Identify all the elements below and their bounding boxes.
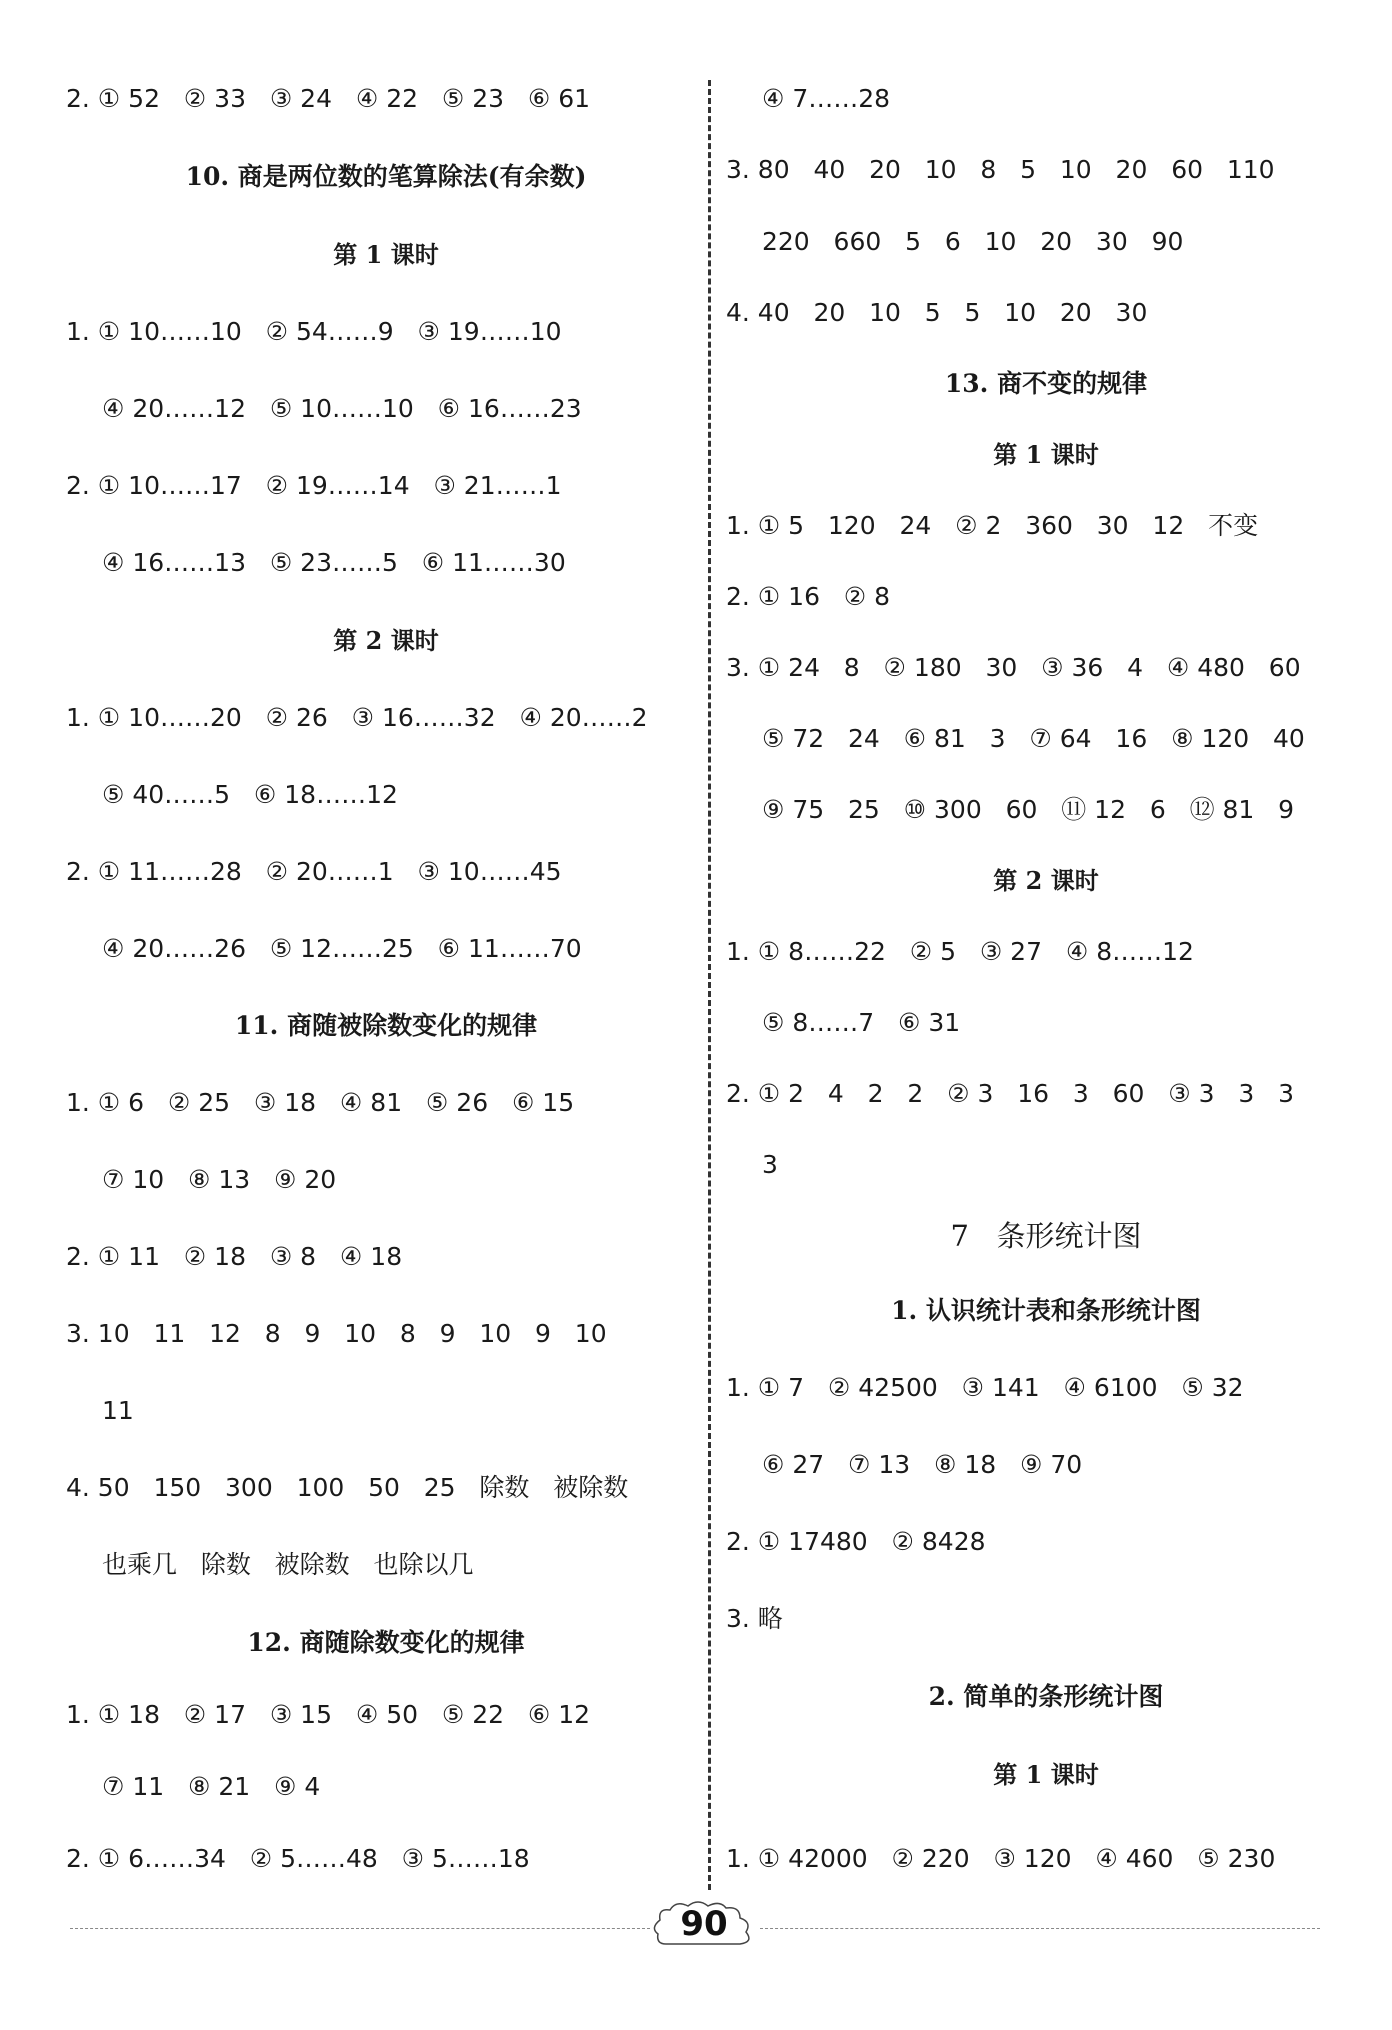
answer-line: 2. ① 11 ② 18 ③ 8 ④ 18 [66,1242,403,1271]
section-heading: 11. 商随被除数变化的规律 [234,1011,538,1040]
answer-line: 3. ① 24 8 ② 180 30 ③ 36 4 ④ 480 60 [726,653,1301,682]
answer-line: 1. ① 18 ② 17 ③ 15 ④ 50 ⑤ 22 ⑥ 12 [66,1700,591,1729]
answer-line: 1. ① 6 ② 25 ③ 18 ④ 81 ⑤ 26 ⑥ 15 [66,1088,575,1117]
answer-line: 4. 40 20 10 5 5 10 20 30 [726,298,1148,327]
section-heading: 10. 商是两位数的笔算除法(有余数) [185,162,587,191]
lesson-heading: 第 1 课时 [993,1760,1099,1789]
answer-line: ⑤ 8……7 ⑥ 31 [762,1008,961,1037]
answer-line: ⑨ 75 25 ⑩ 300 60 ⑪ 12 6 ⑫ 81 9 [762,795,1295,824]
answer-line: ⑤ 72 24 ⑥ 81 3 ⑦ 64 16 ⑧ 120 40 [762,724,1305,753]
chapter-heading: 7 条形统计图 [950,1219,1142,1253]
lesson-heading: 第 1 课时 [993,440,1099,469]
answer-line: ⑤ 40……5 ⑥ 18……12 [102,780,398,809]
answer-line: 2. ① 11……28 ② 20……1 ③ 10……45 [66,857,562,886]
answer-line: ⑦ 10 ⑧ 13 ⑨ 20 [102,1165,337,1194]
section-heading: 12. 商随除数变化的规律 [247,1628,525,1657]
lesson-heading: 第 2 课时 [993,866,1099,895]
answer-line: ④ 20……12 ⑤ 10……10 ⑥ 16……23 [102,394,582,423]
answer-line: 3. 80 40 20 10 8 5 10 20 60 110 [726,155,1275,184]
footer-rule-left [70,1928,650,1929]
answer-line: 2. ① 10……17 ② 19……14 ③ 21……1 [66,471,562,500]
section-heading: 2. 简单的条形统计图 [928,1682,1164,1711]
column-divider [708,80,711,1890]
answer-line: 3 [762,1150,778,1179]
answer-line: ⑦ 11 ⑧ 21 ⑨ 4 [102,1772,321,1801]
answer-line: 2. ① 6……34 ② 5……48 ③ 5……18 [66,1844,530,1873]
answer-line: 1. ① 42000 ② 220 ③ 120 ④ 460 ⑤ 230 [726,1844,1276,1873]
lesson-heading: 第 1 课时 [333,240,439,269]
answer-line: 11 [102,1396,134,1425]
answer-line: ④ 20……26 ⑤ 12……25 ⑥ 11……70 [102,934,582,963]
answer-line: 1. ① 7 ② 42500 ③ 141 ④ 6100 ⑤ 32 [726,1373,1244,1402]
section-heading: 13. 商不变的规律 [944,369,1148,398]
answer-line: 1. ① 5 120 24 ② 2 360 30 12 不变 [726,511,1259,540]
answer-line: 1. ① 8……22 ② 5 ③ 27 ④ 8……12 [726,937,1194,966]
answer-line: ④ 7……28 [762,84,891,113]
answer-line: 2. ① 52 ② 33 ③ 24 ④ 22 ⑤ 23 ⑥ 61 [66,84,591,113]
answer-line: 2. ① 17480 ② 8428 [726,1527,986,1556]
answer-line: 4. 50 150 300 100 50 25 除数 被除数 [66,1473,629,1502]
answer-line: 2. ① 2 4 2 2 ② 3 16 3 60 ③ 3 3 3 [726,1079,1295,1108]
footer-rule-right [760,1928,1320,1929]
answer-line: 1. ① 10……10 ② 54……9 ③ 19……10 [66,317,562,346]
answer-line: 220 660 5 6 10 20 30 90 [762,227,1184,256]
page-number-badge [652,1898,756,1954]
answer-line: ⑥ 27 ⑦ 13 ⑧ 18 ⑨ 70 [762,1450,1083,1479]
answer-line: ④ 16……13 ⑤ 23……5 ⑥ 11……30 [102,548,566,577]
section-heading: 1. 认识统计表和条形统计图 [891,1296,1201,1325]
page-number: 90 [680,1904,728,1944]
answer-line: 2. ① 16 ② 8 [726,582,891,611]
lesson-heading: 第 2 课时 [333,626,439,655]
answer-line: 3. 略 [726,1604,783,1633]
answer-line: 1. ① 10……20 ② 26 ③ 16……32 ④ 20……2 [66,703,648,732]
answer-line: 3. 10 11 12 8 9 10 8 9 10 9 10 [66,1319,607,1348]
answer-line: 也乘几 除数 被除数 也除以几 [102,1550,474,1579]
